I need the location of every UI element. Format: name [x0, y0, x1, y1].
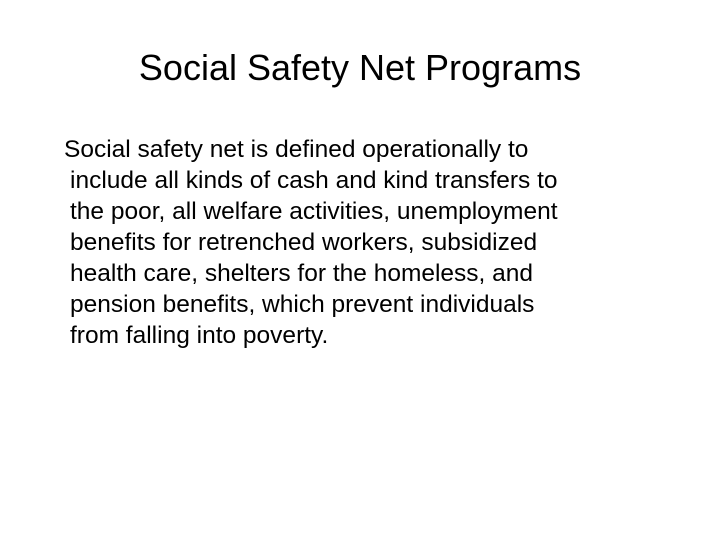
body-line: include all kinds of cash and kind transfers to	[70, 167, 558, 194]
body-line: pension benefits, which prevent individuals	[70, 291, 535, 318]
slide-body-text	[62, 134, 682, 351]
body-line: from falling into poverty.	[70, 322, 329, 349]
body-line: Social safety net is defined operationally to	[64, 136, 529, 163]
body-line: health care, shelters for the homeless, and	[70, 260, 534, 287]
body-line: benefits for retrenched workers, subsidized	[70, 229, 538, 256]
body-line: the poor, all welfare activities, unemployment	[70, 198, 558, 225]
slide-title: Social Safety Net Programs	[138, 47, 582, 88]
